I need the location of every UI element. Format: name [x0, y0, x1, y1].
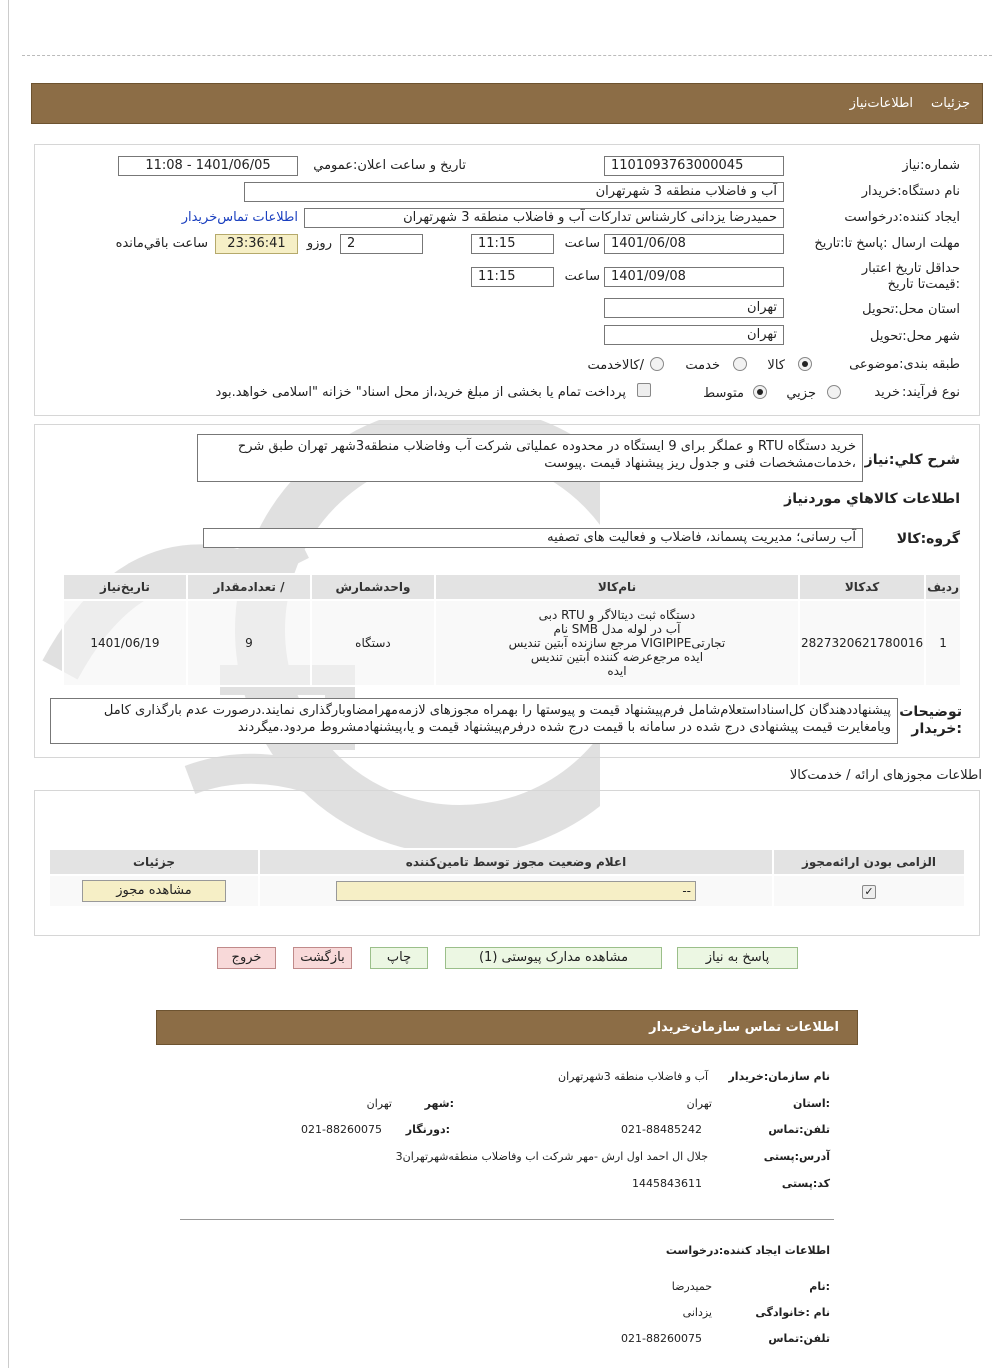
treasury-payment-text: پرداخت تمام يا بخشی از مبلغ خريد،از محل اسناد" خزانه "اسلامی خواهد.بود [215, 385, 626, 400]
permits-table-header [49, 849, 965, 875]
validity-time-field: 11:15 [471, 267, 554, 287]
col-date: تاريخ‌نياز [63, 574, 187, 600]
col-row: رديف [925, 574, 961, 600]
goods-group-field: آب رسانی؛ مديريت پسماند، فاضلاب و فعاليت های تصفيه [203, 528, 863, 548]
buyer-notes-text: پیشنهاددهندگان کل‌اسناداستعلام‌شامل فرم‌پیشنهاد قیمت و پیوستها را بهمراه مجوزهای لازمه‌مهرامضاوبارگذاری نمایند.درصورت عدم بارگذاری کامل ویامغایرت قیمت پیشنهادی درج شده در سامانه با قیمت درج شده درفرم‌پیشنهاد قیمت و یا،پیشنهادمشروط مردود.میگردند [50, 698, 898, 744]
buyer-notes-label: توضيحات :خريدار [899, 704, 962, 737]
table-row [63, 600, 961, 686]
deadline-time-field: 11:15 [471, 234, 554, 254]
item-qty: 9 [187, 600, 311, 686]
permit-required-cell [773, 875, 965, 907]
details-header-bar [31, 83, 983, 124]
need-number-label: شماره:نیاز [902, 158, 960, 173]
item-unit: دستگاه [311, 600, 435, 686]
top-divider [22, 55, 992, 56]
goods-info-title: اطلاعات کالاهاي موردنياز [784, 491, 960, 507]
col-qty: / تعدادمقدار [187, 574, 311, 600]
buyer-contact-bar: اطلاعات تماس سازمان‌خريدار [156, 1010, 858, 1045]
deadline-date-field: 1401/06/08 [604, 234, 784, 254]
deadline-label: مهلت ارسال :پاسخ تا:تاريخ [814, 236, 960, 251]
process-type-label: نوع فرآیند: [902, 385, 960, 400]
back-button[interactable]: بازگشت [293, 947, 352, 969]
buyer-org-field: آب و فاضلاب منطقه 3 شهرتهران [244, 182, 784, 202]
city-field: تهران [604, 325, 784, 345]
permit-details-cell [49, 875, 259, 907]
validity-date-field: 1401/09/08 [604, 267, 784, 287]
fax-value: 021-88260075 [301, 1123, 382, 1136]
province-label: استان محل:تحويل [862, 302, 960, 317]
province-value-contact: تهران [686, 1097, 712, 1110]
creator-name-label: :نام [809, 1280, 830, 1293]
fax-label: :دورنگار [405, 1123, 450, 1136]
city-label-contact: :شهر [424, 1097, 454, 1110]
item-name: دستگاه ثبت دیتالاگر و RTU دبی آب در لوله مدل SMB نام تجارتیVIGIPIPE مرجع سازنده آبتین تندیس ایده مرجع‌عرضه کننده آبتین تندیس ایده [435, 600, 799, 686]
contact-divider [180, 1219, 834, 1220]
col-unit: واحدشمارش [311, 574, 435, 600]
page-left-border [8, 0, 9, 1368]
announce-date-label: تاریخ و ساعت اعلان:عمومي [313, 158, 466, 173]
category-label: طبقه بندی:موضوعی [849, 357, 960, 372]
permit-status-field[interactable]: -- [336, 881, 696, 901]
days-field: 2 [340, 234, 423, 254]
category-goods-radio[interactable] [798, 357, 812, 371]
summary-label: شرح کلي:نياز [864, 452, 960, 468]
process-partial-label: جزيي [786, 386, 816, 401]
city-value-contact: تهران [366, 1097, 392, 1110]
table-row [49, 875, 965, 907]
process-medium-label: متوسط [703, 386, 744, 401]
print-button[interactable]: چاپ [370, 947, 428, 969]
exit-button[interactable]: خروج [217, 947, 276, 969]
buyer-org-label: نام دستگاه:خريدار [861, 184, 960, 199]
phone-value: 021-88485242 [621, 1123, 702, 1136]
creator-phone-value: 021-88260075 [621, 1332, 702, 1345]
province-field: تهران [604, 298, 784, 318]
category-both-label: /کالاخدمت [587, 358, 644, 373]
days-label: روزو [306, 236, 332, 251]
tab-details[interactable]: جزئیات [931, 96, 970, 111]
phone-label: تلفن:تماس [768, 1123, 830, 1136]
view-permit-button[interactable]: مشاهده مجوز [82, 880, 226, 902]
address-value: جلال ال احمد اول ارش -مهر شرکت اب وفاضلاب منطقه‌شهرتهران3 [395, 1150, 708, 1163]
category-service-label: خدمت [685, 358, 720, 373]
creator-family-label: نام :خانوادگی [755, 1306, 830, 1319]
view-attachments-button[interactable]: مشاهده مدارک پیوستی (1) [445, 947, 662, 969]
validity-label: حداقل تاريخ اعتبار :قيمت‌تا تاريخ [861, 261, 960, 292]
category-service-radio[interactable] [733, 357, 747, 371]
category-both-radio[interactable] [650, 357, 664, 371]
announce-date-field: 1401/06/05 - 11:08 [118, 156, 298, 176]
reply-button[interactable]: پاسخ به نياز [677, 947, 798, 969]
province-label-contact: :استان [793, 1097, 830, 1110]
goods-table-header [63, 574, 961, 600]
permit-required-checkbox[interactable]: ✓ [862, 885, 876, 899]
col-code: کدکالا [799, 574, 925, 600]
item-date: 1401/06/19 [63, 600, 187, 686]
creator-phone-label: تلفن:تماس [768, 1332, 830, 1345]
permits-title: اطلاعات مجوزهای ارائه / خدمت‌کالا [789, 768, 982, 783]
need-number-field: 1101093763000045 [604, 156, 784, 176]
org-name-value: آب و فاضلاب منطقه 3شهرتهران [558, 1070, 708, 1083]
col-permit-details: جزئيات [49, 849, 259, 875]
permit-status-cell [259, 875, 773, 907]
creator-label: ايجاد کننده:درخواست [844, 210, 960, 225]
row-number: 1 [925, 600, 961, 686]
validity-hour-label: ساعت [564, 269, 600, 284]
remaining-time-label: ساعت باقي‌مانده [115, 236, 208, 251]
item-code: 2827320621780016 [799, 600, 925, 686]
category-goods-label: کالا [767, 358, 785, 373]
creator-name-value: حمیدرضا [671, 1280, 712, 1293]
permits-table [48, 848, 966, 908]
postal-code-value: 1445843611 [632, 1177, 702, 1190]
remaining-time-field: 23:36:41 [215, 234, 298, 254]
tab-need-info[interactable]: اطلاعات‌نیاز [849, 96, 914, 111]
address-label: آدرس:پستی [763, 1150, 830, 1163]
goods-table [62, 573, 962, 687]
col-permit-required: الزامی بودن ارائه‌مجوز [773, 849, 965, 875]
treasury-payment-checkbox[interactable] [637, 383, 651, 397]
city-label: شهر محل:تحويل [870, 329, 960, 344]
creator-info-title: اطلاعات ايجاد کننده:درخواست [665, 1244, 830, 1257]
buyer-contact-link[interactable]: اطلاعات تماس‌خريدار [181, 210, 298, 225]
summary-text: خريد دستگاه RTU و عملگر برای 9 ایستگاه در محدوده عملیاتی شرکت آب وفاضلاب منطقه3شهر تهران طبق شرح ،خدمات‌مشخصات فنی و جدول ریز پیشنهاد قیمت .پیوست [197, 434, 863, 482]
col-name: نام‌کالا [435, 574, 799, 600]
creator-family-value: یزدانی [682, 1306, 712, 1319]
col-permit-status: اعلام وضعيت مجوز توسط تامين‌کننده [259, 849, 773, 875]
creator-field: حمیدرضا یزدانی کارشناس تدارکات آب و فاضلاب منطقه 3 شهرتهران [304, 208, 784, 228]
process-partial-radio[interactable] [827, 385, 841, 399]
deadline-hour-label: ساعت [564, 236, 600, 251]
org-name-label: نام سازمان:خريدار [728, 1070, 830, 1083]
process-buy-label: خريد [874, 385, 900, 400]
postal-code-label: کد:پستی [781, 1177, 830, 1190]
process-medium-radio[interactable] [753, 385, 767, 399]
goods-group-label: گروه:کالا [896, 531, 960, 547]
